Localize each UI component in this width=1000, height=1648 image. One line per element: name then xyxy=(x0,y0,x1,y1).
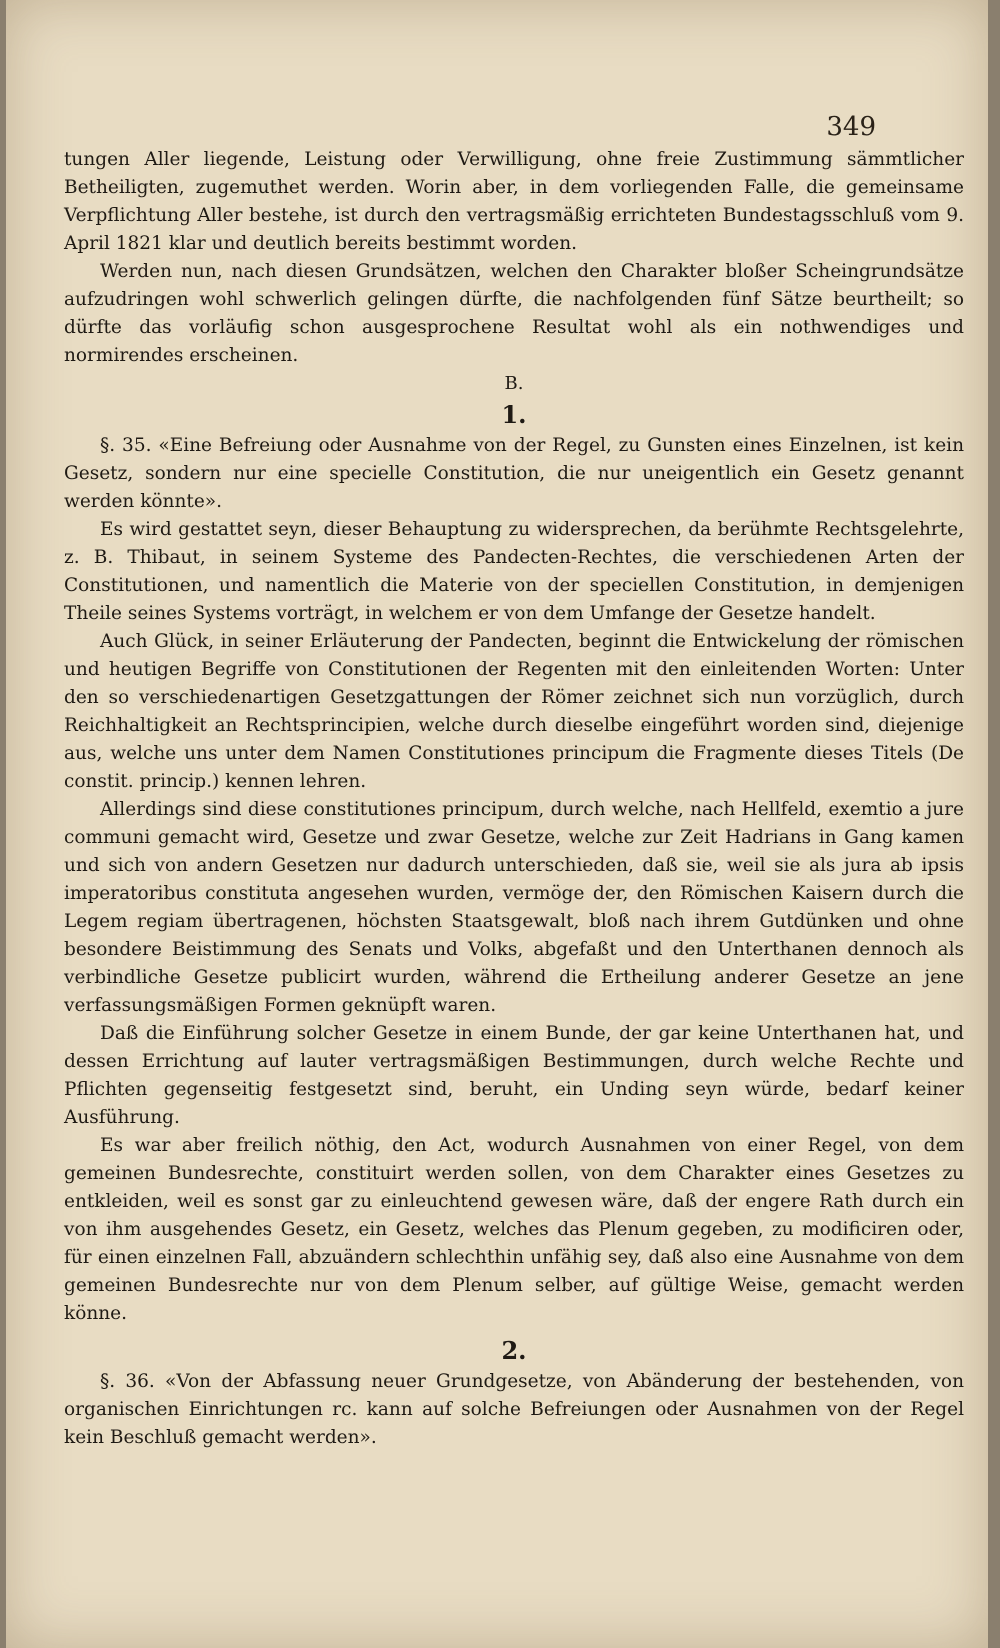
subsection-heading-1: 1. xyxy=(501,400,527,429)
paragraph: Es wird gestattet seyn, dieser Behauptung zu widersprechen, da berühmte Rechtsgelehrte, z. B. Thibaut, in seinem Systeme des Pandecten-Rechtes, die verschiedenen Arten der Constitutionen, und namentlich die Materie von der speciellen Constitution, in demjenigen Theile seines Systems vorträgt, in welchem er von dem Umfange der Gesetze handelt. xyxy=(64,519,964,624)
paragraph: Allerdings sind diese constitutiones principum, durch welche, nach Hellfeld, exemtio a jure communi gemacht wird, Gesetze und zwar Gesetze, welche zur Zeit Hadrians in Gang kamen und sich von andern Gesetzen nur dadurch unterschieden, daß sie, weil sie als jura ab ipsis imperatoribus constituta angesehen wurden, vermöge der, den Römischen Kaisern durch die Legem regiam übertragenen, höchsten Staatsgewalt, bloß nach ihrem Gutdünken und ohne besondere Beistimmung des Senats und Volks, abgefaßt und den Unterthanen dennoch als verbindliche Gesetze publicirt wurden, während die Ertheilung anderer Gesetze an jene verfassungsmäßigen Formen geknüpft waren. xyxy=(64,799,964,1016)
paragraph: §. 36. «Von der Abfassung neuer Grundgesetze, von Abänderung der bestehenden, von organischen Einrichtungen rc. kann auf solche Befreiungen oder Ausnahmen von der Regel kein Beschluß gemacht werden». xyxy=(64,1371,964,1448)
paragraph: Daß die Einführung solcher Gesetze in einem Bunde, der gar keine Unterthanen hat, und dessen Errichtung auf lauter vertragsmäßigen Bestimmungen, durch welche Rechte und Pflichten gegenseitig festgesetzt sind, beruht, ein Unding seyn würde, bedarf keiner Ausführung. xyxy=(64,1023,964,1128)
subsection-heading-2: 2. xyxy=(501,1336,527,1365)
paragraph: tungen Aller liegende, Leistung oder Verwilligung, ohne freie Zustimmung sämmtlicher Betheiligten, zugemuthet werden. Worin aber, in dem vorliegenden Falle, die gemeinsame Verpflichtung Aller bestehe, ist durch den vertragsmäßig errichteten Bundestagsschluß vom 9. April 1821 klar und deutlich bereits bestimmt worden. xyxy=(64,149,964,254)
paragraph: Es war aber freilich nöthig, den Act, wodurch Ausnahmen von einer Regel, von dem gemeinen Bundesrechte, constituirt werden sollen, von dem Charakter eines Gesetzes zu entkleiden, weil es sonst gar zu einleuchtend gewesen wäre, daß der engere Rath durch ein von ihm ausgehendes Gesetz, ein Gesetz, welches das Plenum gegeben, zu modificiren oder, für einen einzelnen Fall, abzuändern schlechthin unfähig sey, daß also eine Ausnahme von dem gemeinen Bundesrechte nur von dem Plenum selber, auf gültige Weise, gemacht werden könne. xyxy=(64,1135,964,1324)
paragraph: Werden nun, nach diesen Grundsätzen, welchen den Charakter bloßer Scheingrundsätze aufzudringen wohl schwerlich gelingen dürfte, die nachfolgenden fünf Sätze beurtheilt; so dürfte das vorläufig schon ausgesprochene Resultat wohl als ein nothwendiges und normirendes erscheinen. xyxy=(64,261,964,366)
section-heading-b: B. xyxy=(504,373,524,394)
page-text xyxy=(64,146,964,1452)
page-number: 349 xyxy=(826,112,876,142)
book-page xyxy=(6,0,988,1648)
paragraph: §. 35. «Eine Befreiung oder Ausnahme von der Regel, zu Gunsten eines Einzelnen, ist kein Gesetz, sondern nur eine specielle Constitution, die nur uneigentlich ein Gesetz genannt werden könnte». xyxy=(64,435,964,512)
paragraph: Auch Glück, in seiner Erläuterung der Pandecten, beginnt die Entwickelung der römischen und heutigen Begriffe von Constitutionen der Regenten mit den einleitenden Worten: Unter den so verschiedenartigen Gesetzgattungen der Römer zeichnet sich nun vorzüglich, durch Reichhaltigkeit an Rechtsprincipien, welche durch dieselbe eingeführt worden sind, diejenige aus, welche uns unter dem Namen Constitutiones principum die Fragmente dieses Titels (De constit. princip.) kennen lehren. xyxy=(64,631,964,792)
